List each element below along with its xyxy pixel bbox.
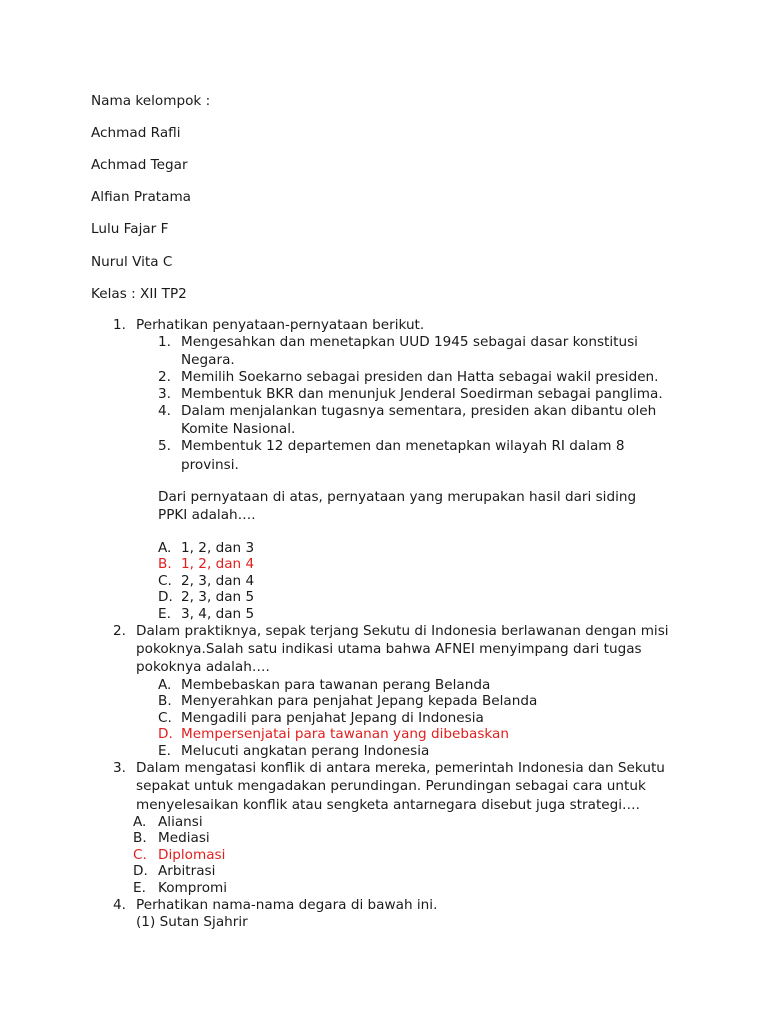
statement-text: Dalam menjalankan tugasnya sementara, presiden akan dibantu oleh (181, 403, 657, 419)
question-text: pokoknya adalah…. (136, 659, 270, 675)
option-text: 3, 4, dan 5 (181, 606, 255, 622)
statement-number: 2. (158, 369, 171, 385)
option-text: Membebaskan para tawanan perang Belanda (181, 677, 491, 693)
option-letter: A. (158, 540, 172, 556)
question-prompt: PPKI adalah…. (158, 507, 256, 523)
statement-text: Negara. (181, 352, 235, 368)
option-text-correct: Mempersenjatai para tawanan yang dibebaskan (181, 726, 509, 742)
question-text: Perhatikan penyataan-pernyataan berikut. (136, 317, 425, 333)
option-text: Arbitrasi (158, 863, 216, 879)
question-number: 2. (113, 623, 126, 639)
statement-text: Membentuk 12 departemen dan menetapkan wilayah RI dalam 8 (181, 438, 625, 454)
option-text: Melucuti angkatan perang Indonesia (181, 743, 430, 759)
question-number: 1. (113, 317, 126, 333)
statement-text: Komite Nasional. (181, 421, 296, 437)
question-text: Perhatikan nama-nama degara di bawah ini. (136, 897, 438, 913)
question-prompt: Dari pernyataan di atas, pernyataan yang merupakan hasil dari siding (158, 489, 637, 505)
member-name: Alfian Pratama (91, 189, 192, 205)
option-text: 2, 3, dan 5 (181, 589, 255, 605)
option-letter: B. (158, 693, 172, 709)
question-text: pokoknya.Salah satu indikasi utama bahwa AFNEI menyimpang dari tugas (136, 641, 642, 657)
option-letter: A. (133, 814, 147, 830)
option-text: 1, 2, dan 3 (181, 540, 255, 556)
statement-text: Memilih Soekarno sebagai presiden dan Hatta sebagai wakil presiden. (181, 369, 659, 385)
statement-number: 5. (158, 438, 171, 454)
option-text: Mediasi (158, 830, 210, 846)
question-item: (1) Sutan Sjahrir (136, 914, 248, 930)
option-text: Mengadili para penjahat Jepang di Indonesia (181, 710, 484, 726)
statement-text: Membentuk BKR dan menunjuk Jenderal Soedirman sebagai panglima. (181, 386, 663, 402)
class-label: Kelas : XII TP2 (91, 286, 187, 302)
statement-number: 4. (158, 403, 171, 419)
statement-text: provinsi. (181, 457, 239, 473)
option-text-correct: Diplomasi (158, 847, 226, 863)
option-letter: C. (158, 573, 172, 589)
question-text: sepakat untuk mengadakan perundingan. Perundingan sebagai cara untuk (136, 778, 646, 794)
statement-number: 3. (158, 386, 171, 402)
option-letter: D. (158, 589, 173, 605)
question-number: 3. (113, 760, 126, 776)
option-text: Aliansi (158, 814, 203, 830)
option-letter: D. (133, 863, 148, 879)
option-text-correct: 1, 2, dan 4 (181, 556, 255, 572)
option-letter: E. (158, 606, 171, 622)
statement-text: Mengesahkan dan menetapkan UUD 1945 sebagai dasar konstitusi (181, 334, 638, 350)
question-text: Dalam mengatasi konflik di antara mereka, pemerintah Indonesia dan Sekutu (136, 760, 665, 776)
question-text: menyelesaikan konflik atau sengketa antarnegara disebut juga strategi…. (136, 797, 640, 813)
option-letter-correct: C. (133, 847, 147, 863)
option-text: 2, 3, dan 4 (181, 573, 255, 589)
member-name: Nurul Vita C (91, 254, 173, 270)
question-text: Dalam praktiknya, sepak terjang Sekutu di Indonesia berlawanan dengan misi (136, 623, 669, 639)
member-name: Achmad Rafli (91, 125, 181, 141)
option-letter: E. (158, 743, 171, 759)
option-letter-correct: B. (158, 556, 172, 572)
member-name: Achmad Tegar (91, 157, 188, 173)
option-letter: B. (133, 830, 147, 846)
option-letter: A. (158, 677, 172, 693)
option-letter-correct: D. (158, 726, 173, 742)
option-letter: C. (158, 710, 172, 726)
option-letter: E. (133, 880, 146, 896)
question-number: 4. (113, 897, 126, 913)
statement-number: 1. (158, 334, 171, 350)
option-text: Kompromi (158, 880, 228, 896)
group-label: Nama kelompok : (91, 93, 211, 109)
member-name: Lulu Fajar F (91, 221, 169, 237)
option-text: Menyerahkan para penjahat Jepang kepada Belanda (181, 693, 538, 709)
